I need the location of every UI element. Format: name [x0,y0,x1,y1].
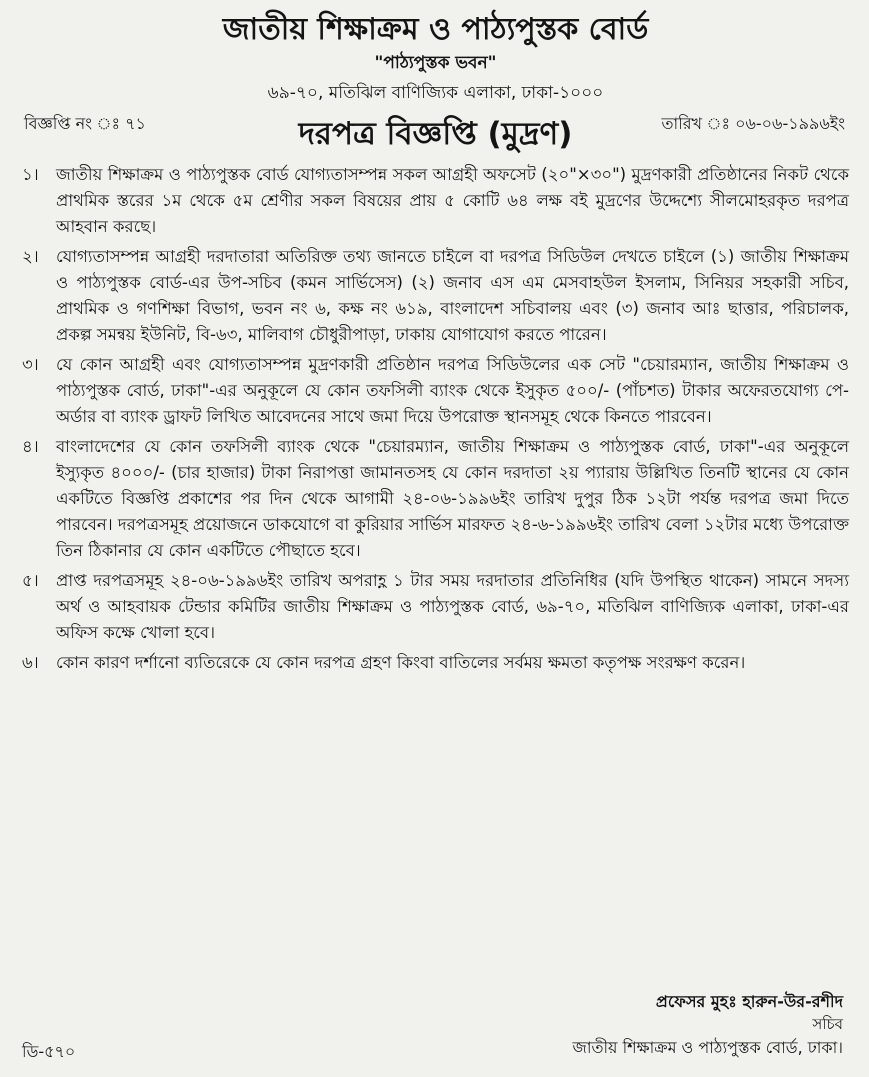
reference-row [22,110,849,162]
org-address: ৬৯-৭০, মতিঝিল বাণিজ্যিক এলাকা, ঢাকা-১০০০ [267,83,604,103]
clause-3 [22,352,849,430]
clause-text: প্রাপ্ত দরপত্রসমূহ ২৪-০৬-১৯৯৬ইং তারিখ অপরাহ্ণ ১ টার সময় দরদাতার প্রতিনিধির (যদি উপস্থিত থাকেন) সামনে সদস্য অর্থ ও আহবায়ক টেন্ডার কমিটির জাতীয় শিক্ষাক্রম ও পাঠ্যপুস্তক বোর্ড, ৬৯-৭০, মতিঝিল বাণিজ্যিক এলাকা, ঢাকা-এর অফিস কক্ষে খোলা হবে। [56,571,849,642]
clause-number: ১। [22,165,39,184]
clause-list [22,162,849,676]
clause-number: ৫। [22,571,39,590]
clause-5 [22,568,849,646]
clause-text: জাতীয় শিক্ষাক্রম ও পাঠ্যপুস্তক বোর্ড যোগ্যতাসম্পন্ন সকল আগ্রহী অফসেট (২০"×৩০") মুদ্রণকারী প্রতিষ্ঠানের নিকট থেকে প্রাথমিক স্তরের ১ম থেকে ৫ম শ্রেণীর সকল বিষয়ের প্রায় ৫ কোটি ৬৪ লক্ষ বই মুদ্রণের উদ্দেশ্যে সীলমোহরকৃত দরপত্র আহবান করছে। [56,165,849,236]
clause-number: ২। [22,247,39,266]
signature-block [573,990,843,1062]
clause-text: কোন কারণ দর্শানো ব্যতিরেকে যে কোন দরপত্র গ্রহণ কিংবা বাতিলের সর্বময় ক্ষমতা কতৃপক্ষ সংরক্ষণ করেন। [56,653,746,672]
clause-text: যে কোন আগ্রহী এবং যোগ্যতাসম্পন্ন মুদ্রণকারী প্রতিষ্ঠান দরপত্র সিডিউলের এক সেট "চেয়ারম্যান, জাতীয় শিক্ষাক্রম ও পাঠ্যপুস্তক বোর্ড, ঢাকা"-এর অনুকূলে যে কোন তফসিলী ব্যাংক থেকে ইসুকৃত ৫০০/- (পাঁচশত) টাকার অফেরতযোগ্য পে-অর্ডার বা ব্যাংক ড্রাফট লিখিত আবেদনের সাথে জমা দিয়ে উপরোক্ত স্থানসমূহ থেকে কিনতে পারবেন। [56,355,849,426]
notice-date: তারিখ ঃ ০৬-০৬-১৯৯৬ইং [661,114,845,133]
clause-number: ৩। [22,355,39,374]
clause-text: যোগ্যতাসম্পন্ন আগ্রহী দরদাতারা অতিরিক্ত তথ্য জানতে চাইলে বা দরপত্র সিডিউল দেখতে চাইলে (১) জাতীয় শিক্ষাক্রম ও পাঠ্যপুস্তক বোর্ড-এর উপ-সচিব (কমন সার্ভিসেস) (২) জনাব এস এম মেসবাহউল ইসলাম, সিনিয়র সহকারী সচিব, প্রাথমিক ও গণশিক্ষা বিভাগ, ভবন নং ৬, কক্ষ নং ৬১৯, বাংলাদেশ সচিবালয় এবং (৩) জনাব আঃ ছাত্তার, পরিচালক, প্রকল্প সমন্বয় ইউনিট, বি-৬৩, মালিবাগ চৌধুরীপাড়া, ঢাকায় যোগাযোগ করতে পারেন। [56,247,849,344]
signatory-organization: জাতীয় শিক্ষাক্রম ও পাঠ্যপুস্তক বোর্ড, ঢাকা। [572,1038,843,1057]
building-name: "পাঠ্যপুস্তক ভবন" [374,53,497,73]
clause-text: বাংলাদেশের যে কোন তফসিলী ব্যাংক থেকে "চেয়ারম্যান, জাতীয় শিক্ষাক্রম ও পাঠ্যপুস্তক বোর্ড, ঢাকা"-এর অনুকূলে ইস্যুকৃত ৪০০০/- (চার হাজার) টাকা নিরাপত্তা জামানতসহ যে কোন দরদাতা ২য় প্যারায় উল্লিখিত তিনটি স্থানের যে কোন একটিতে বিজ্ঞপ্তি প্রকাশের পর দিন থেকে আগামী ২৪-০৬-১৯৯৬ইং তারিখ দুপুর ঠিক ১২টা পর্যন্ত দরপত্র জমা দিতে পারবেন। দরপত্রসমূহ প্রয়োজনে ডাকযোগে বা কুরিয়ার সার্ভিস মারফত ২৪-৬-১৯৯৬ইং তারিখ বেলা ১২টার মধ্যে উপরোক্ত তিন ঠিকানার যে কোন একটিতে পৌছাতে হবে। [56,437,849,560]
signatory-name: প্রফেসর মুহঃ হারুন-উর-রশীদ [655,992,843,1011]
clause-1 [22,162,849,240]
notice-number: বিজ্ঞপ্তি নং ঃ ৭১ [24,114,146,133]
signatory-designation: সচিব [812,1015,843,1033]
clause-4 [22,434,849,564]
clause-number: ৬। [22,653,39,672]
clause-number: ৪। [22,437,39,456]
org-name: জাতীয় শিক্ষাক্রম ও পাঠ্যপুস্তক বোর্ড [222,12,649,47]
notice-title: দরপত্র বিজ্ঞপ্তি (মুদ্রণ) [298,116,573,152]
clause-2 [22,244,849,348]
clause-6 [22,650,849,676]
document-code: ডি-৫৭০ [22,1042,76,1061]
